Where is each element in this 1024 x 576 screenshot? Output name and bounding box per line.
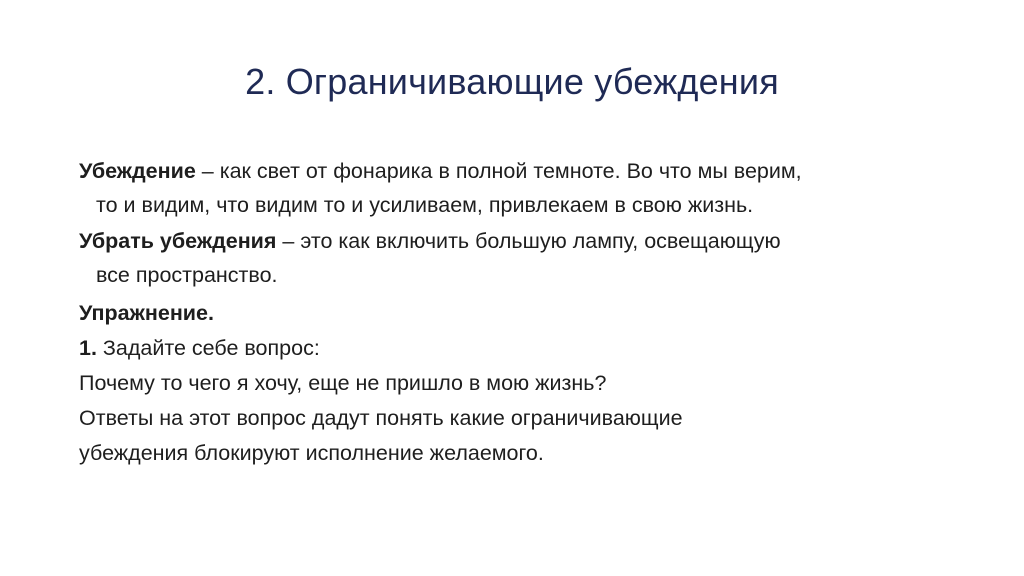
belief-line-1 [79, 154, 959, 188]
exercise-heading: Упражнение. [79, 301, 214, 325]
remove-beliefs-paragraph [79, 224, 959, 292]
answer-line-2: убеждения блокируют исполнение желаемого. [79, 441, 544, 465]
belief-term: Убеждение [79, 159, 196, 183]
belief-line-2: то и видим, что видим то и усиливаем, привлекаем в свою жизнь. [96, 193, 754, 217]
slide-title: 2. Ограничивающие убеждения [245, 61, 779, 102]
remove-beliefs-term: Убрать убеждения [79, 229, 277, 253]
step-text: Задайте себе вопрос: [96, 336, 320, 360]
exercise-step-1 [79, 331, 959, 365]
belief-definition: – как свет от фонарика в полной темноте. Во что мы верим, [195, 159, 802, 183]
step-number: 1. [79, 336, 97, 360]
answer-line-1: Ответы на этот вопрос дадут понять какие ограничивающие [79, 406, 683, 430]
remove-beliefs-definition: – это как включить большую лампу, освещающую [276, 229, 781, 253]
remove-beliefs-line-1 [79, 224, 959, 258]
remove-beliefs-line-2: все пространство. [96, 263, 278, 287]
belief-paragraph [79, 154, 959, 222]
slide-body [79, 154, 959, 470]
exercise-question: Почему то чего я хочу, еще не пришло в мою жизнь? [79, 371, 607, 395]
